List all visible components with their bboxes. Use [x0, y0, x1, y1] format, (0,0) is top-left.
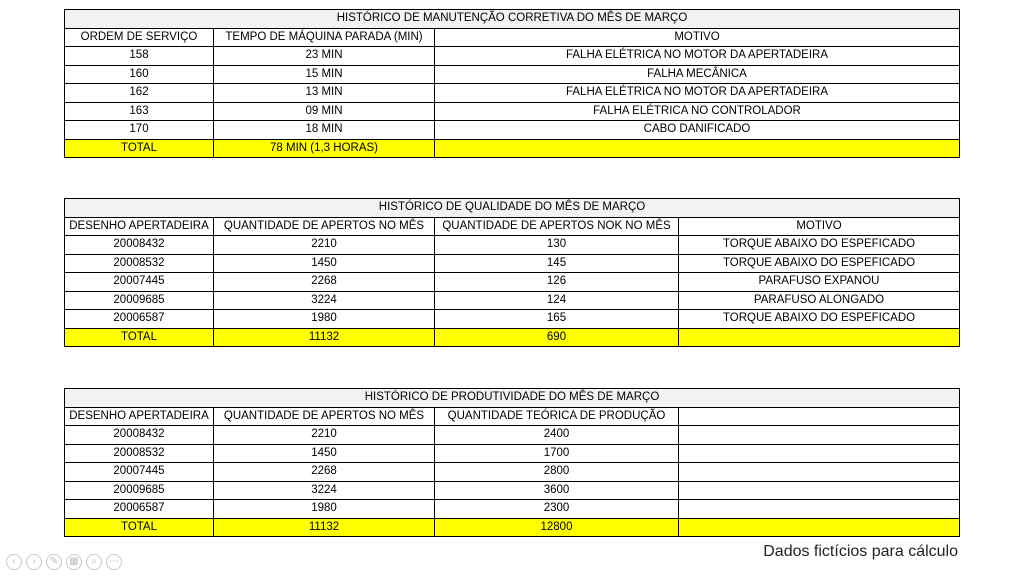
table-cell: 1450: [214, 444, 435, 463]
total-label: TOTAL: [65, 518, 214, 537]
table-cell: 1700: [435, 444, 679, 463]
table-cell: 15 MIN: [214, 65, 435, 84]
table-cell: 3224: [214, 481, 435, 500]
productivity-table: [64, 388, 960, 537]
table-cell: [679, 426, 960, 445]
table-cell: 20009685: [65, 291, 214, 310]
slides-grid-icon[interactable]: ▦: [66, 554, 82, 570]
table-row: [65, 121, 960, 140]
total-cell: 12800: [435, 518, 679, 537]
table-cell: 126: [435, 273, 679, 292]
table-cell: 18 MIN: [214, 121, 435, 140]
table-cell: 20008532: [65, 444, 214, 463]
table-cell: TORQUE ABAIXO DO ESPEFICADO: [679, 236, 960, 255]
table-cell: FALHA ELÉTRICA NO MOTOR DA APERTADEIRA: [435, 47, 960, 66]
table-cell: 165: [435, 310, 679, 329]
table-cell: 13 MIN: [214, 84, 435, 103]
table-row: [65, 426, 960, 445]
table-row: [65, 500, 960, 519]
total-row: [65, 518, 960, 537]
column-header: MOTIVO: [435, 28, 960, 47]
table-row: [65, 254, 960, 273]
table-cell: 162: [65, 84, 214, 103]
table-cell: [679, 500, 960, 519]
table-cell: 20008432: [65, 236, 214, 255]
column-header: QUANTIDADE DE APERTOS NO MÊS: [214, 407, 435, 426]
total-row: [65, 328, 960, 347]
total-cell: 78 MIN (1,3 HORAS): [214, 139, 435, 158]
table-cell: 130: [435, 236, 679, 255]
total-label: TOTAL: [65, 139, 214, 158]
table-cell: [679, 481, 960, 500]
more-options-icon[interactable]: ⋯: [106, 554, 122, 570]
total-cell: 690: [435, 328, 679, 347]
table-cell: 2268: [214, 463, 435, 482]
table-row: [65, 310, 960, 329]
column-header: QUANTIDADE TEÓRICA DE PRODUÇÃO: [435, 407, 679, 426]
table-cell: 20008432: [65, 426, 214, 445]
table-cell: 1980: [214, 310, 435, 329]
table-cell: 2400: [435, 426, 679, 445]
table-cell: 170: [65, 121, 214, 140]
column-header: DESENHO APERTADEIRA: [65, 217, 214, 236]
productivity-title: HISTÓRICO DE PRODUTIVIDADE DO MÊS DE MARÇO: [65, 389, 960, 408]
column-header: ORDEM DE SERVIÇO: [65, 28, 214, 47]
table-cell: 20008532: [65, 254, 214, 273]
table-cell: [679, 463, 960, 482]
footnote: Dados fictícios para cálculo: [763, 543, 958, 560]
table-cell: 158: [65, 47, 214, 66]
table-cell: 20006587: [65, 310, 214, 329]
table-cell: 20007445: [65, 273, 214, 292]
table-row: [65, 84, 960, 103]
column-header: QUANTIDADE DE APERTOS NOK NO MÊS: [435, 217, 679, 236]
table-row: [65, 102, 960, 121]
table-cell: 124: [435, 291, 679, 310]
table-cell: TORQUE ABAIXO DO ESPEFICADO: [679, 254, 960, 273]
table-row: [65, 291, 960, 310]
total-cell: 11132: [214, 328, 435, 347]
table-cell: 2300: [435, 500, 679, 519]
table-cell: CABO DANIFICADO: [435, 121, 960, 140]
zoom-icon[interactable]: ⌕: [86, 554, 102, 570]
slideshow-controls: [6, 554, 122, 570]
maintenance-title: HISTÓRICO DE MANUTENÇÃO CORRETIVA DO MÊS DE MARÇO: [65, 10, 960, 29]
maintenance-table: [64, 9, 960, 158]
column-header: DESENHO APERTADEIRA: [65, 407, 214, 426]
column-header: QUANTIDADE DE APERTOS NO MÊS: [214, 217, 435, 236]
column-header: [679, 407, 960, 426]
table-cell: 163: [65, 102, 214, 121]
total-cell: [679, 518, 960, 537]
total-cell: [435, 139, 960, 158]
table-cell: PARAFUSO EXPANOU: [679, 273, 960, 292]
prev-slide-icon[interactable]: ‹: [6, 554, 22, 570]
column-header: TEMPO DE MÁQUINA PARADA (MIN): [214, 28, 435, 47]
total-row: [65, 139, 960, 158]
total-label: TOTAL: [65, 328, 214, 347]
table-cell: 3224: [214, 291, 435, 310]
table-row: [65, 481, 960, 500]
table-cell: 2210: [214, 426, 435, 445]
next-slide-icon[interactable]: ›: [26, 554, 42, 570]
table-row: [65, 273, 960, 292]
table-cell: 20009685: [65, 481, 214, 500]
table-cell: PARAFUSO ALONGADO: [679, 291, 960, 310]
table-cell: 145: [435, 254, 679, 273]
table-row: [65, 65, 960, 84]
table-cell: 1980: [214, 500, 435, 519]
table-cell: 09 MIN: [214, 102, 435, 121]
quality-title: HISTÓRICO DE QUALIDADE DO MÊS DE MARÇO: [65, 199, 960, 218]
quality-table: [64, 198, 960, 347]
table-row: [65, 236, 960, 255]
table-cell: 20006587: [65, 500, 214, 519]
table-cell: FALHA MECÂNICA: [435, 65, 960, 84]
table-cell: TORQUE ABAIXO DO ESPEFICADO: [679, 310, 960, 329]
table-cell: FALHA ELÉTRICA NO CONTROLADOR: [435, 102, 960, 121]
table-cell: 1450: [214, 254, 435, 273]
table-cell: 3600: [435, 481, 679, 500]
total-cell: 11132: [214, 518, 435, 537]
table-cell: 2268: [214, 273, 435, 292]
table-row: [65, 444, 960, 463]
table-row: [65, 47, 960, 66]
table-cell: 160: [65, 65, 214, 84]
table-row: [65, 463, 960, 482]
table-cell: [679, 444, 960, 463]
column-header: MOTIVO: [679, 217, 960, 236]
table-cell: 2210: [214, 236, 435, 255]
table-cell: FALHA ELÉTRICA NO MOTOR DA APERTADEIRA: [435, 84, 960, 103]
table-cell: 2800: [435, 463, 679, 482]
table-cell: 23 MIN: [214, 47, 435, 66]
total-cell: [679, 328, 960, 347]
table-cell: 20007445: [65, 463, 214, 482]
pen-icon[interactable]: ✎: [46, 554, 62, 570]
